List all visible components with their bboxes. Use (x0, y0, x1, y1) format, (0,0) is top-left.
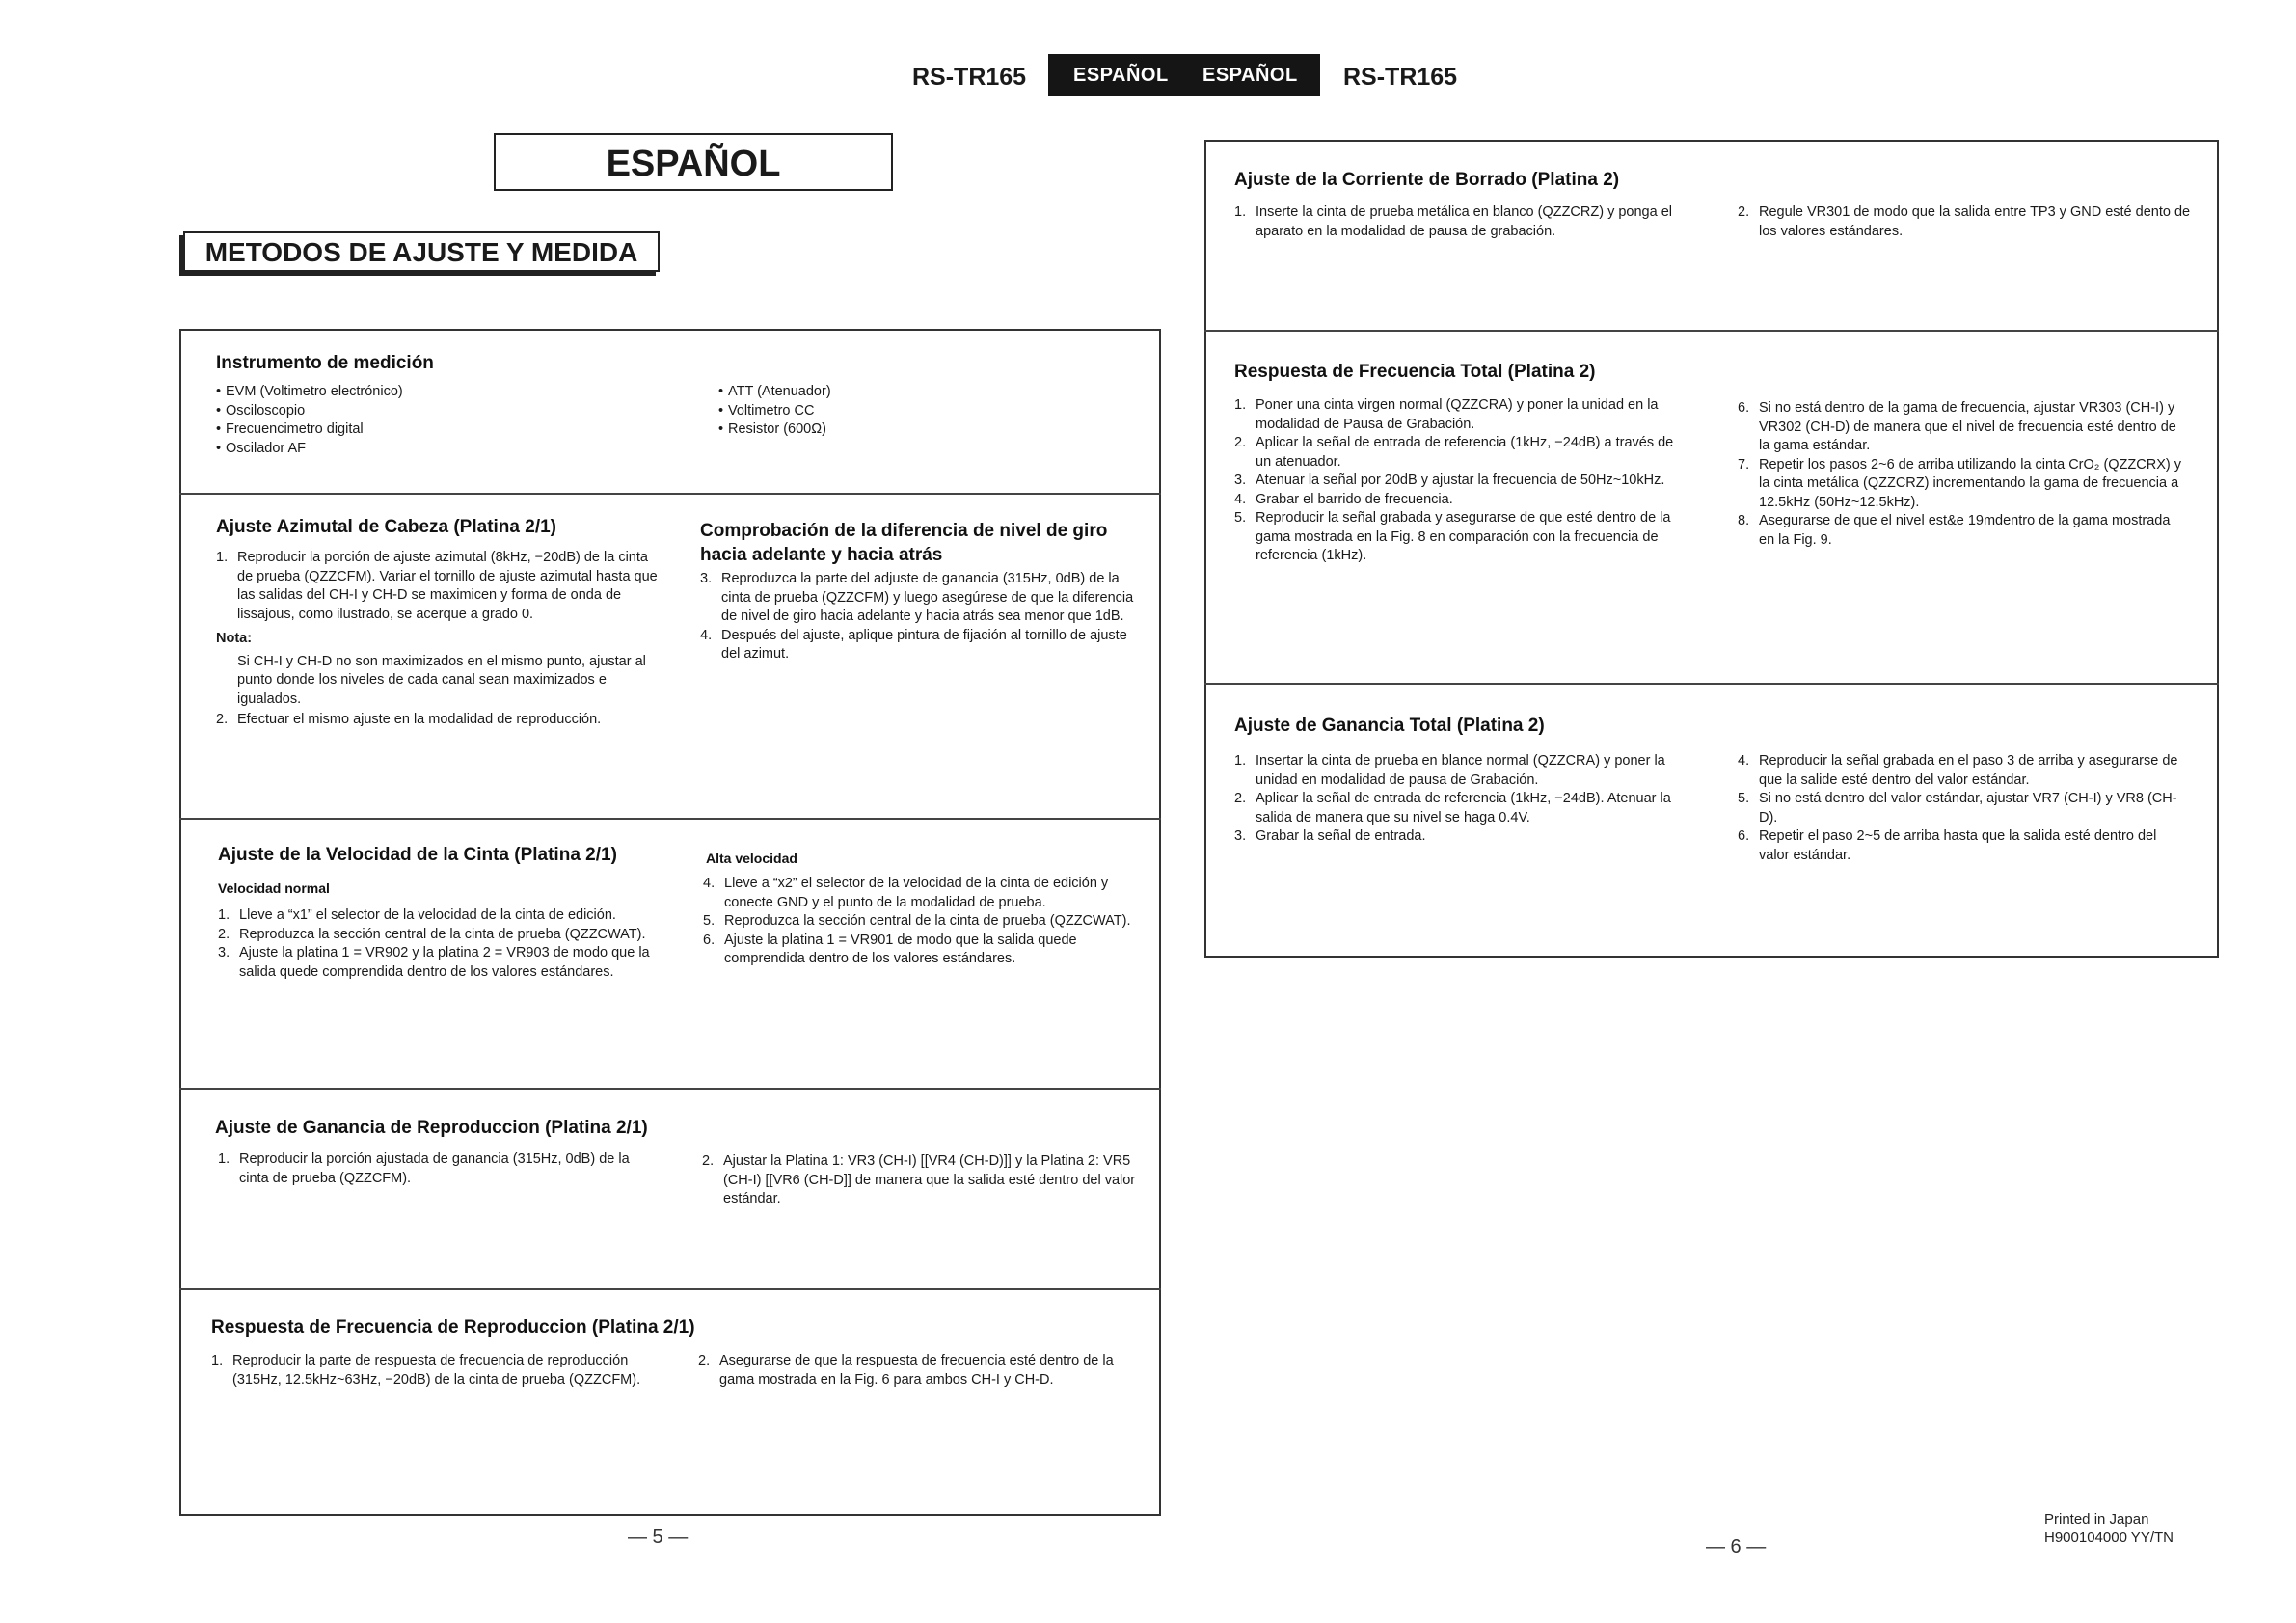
step-item (216, 549, 658, 624)
step-text: Ajuste la platina 1 = VR902 y la platina 2 = VR903 de modo que la salida quede comprendida dentro de los valores estándares. (239, 945, 650, 980)
step-text: Aplicar la señal de entrada de referencia (1kHz, −24dB). Atenuar la salida de manera que su nivel se haga 0.4V. (1256, 791, 1671, 825)
total-freq-right (1738, 399, 2183, 550)
erase-right (1738, 203, 2191, 241)
list-item: • ATT (Atenuador) (718, 383, 1123, 402)
language-tab-left: ESPAÑOL (1073, 65, 1169, 86)
step-number: 1. (211, 1353, 224, 1368)
step-item (1234, 472, 1678, 491)
step-text: Grabar la señal de entrada. (1256, 828, 1426, 844)
step-number: 4. (1234, 491, 1247, 507)
playback-gain-right (702, 1152, 1148, 1209)
total-gain-right (1738, 752, 2183, 865)
instrument-list-1 (216, 383, 679, 458)
print-footer (2044, 1510, 2174, 1547)
model-number-right: RS-TR165 (1343, 64, 1458, 91)
step-text: Asegurarse de que el nivel est&e 19mdentro de la gama mostrada en la Fig. 9. (1759, 513, 2171, 548)
model-number-left: RS-TR165 (912, 64, 1027, 91)
section-heading: METODOS DE AJUSTE Y MEDIDA (183, 231, 660, 272)
step-text: Ajustar la Platina 1: VR3 (CH-I) [[VR4 (CH-D)]] y la Platina 2: VR5 (CH-I) [[VR6 (CH-D]] de manera que la salida esté dentro del valor estándar. (723, 1153, 1136, 1206)
step-text: Reproduzca la sección central de la cinta de prueba (QZZCWAT). (724, 913, 1131, 929)
step-item (700, 570, 1146, 627)
erase-left (1234, 203, 1678, 241)
step-number: 6. (1738, 400, 1750, 416)
total-gain-title: Ajuste de Ganancia Total (Platina 2) (1234, 716, 1545, 736)
step-number: 3. (218, 945, 230, 960)
step-number: 7. (1738, 456, 1750, 473)
language-tab-bar (1048, 54, 1320, 96)
step-text: Reproducir la porción de ajuste azimutal (8kHz, −20dB) de la cinta de prueba (QZZCFM). Variar el tornillo de ajuste azimutal hasta que las salidas del CH-I y CH-D se maximicen y forma de onda de lissajous, como ilustrado, se acerque a grado 0. (237, 550, 658, 622)
page-title: ESPAÑOL (494, 133, 893, 191)
step-item (700, 627, 1146, 664)
step-number: 3. (1234, 828, 1247, 844)
step-number: 1. (216, 550, 229, 565)
step-number: 2. (218, 926, 230, 942)
playback-freq-right (698, 1352, 1144, 1390)
step-text: Poner una cinta virgen normal (QZZCRA) y poner la unidad en la modalidad de Pausa de Grabación. (1256, 397, 1659, 432)
language-tab-right: ESPAÑOL (1202, 65, 1298, 86)
step-item (218, 906, 660, 926)
nota-text: Si CH-I y CH-D no son maximizados en el mismo punto, ajustar al punto donde los niveles de cada canal sean maximizados e igualados. (237, 653, 646, 707)
step-text: Reproducir la señal grabada y asegurarse de que esté dentro de la gama mostrada en la Fig. 8 en comparación con la frecuencia de referencia (1kHz). (1256, 510, 1671, 563)
step-item (1234, 203, 1678, 241)
step-number: 2. (1738, 204, 1750, 220)
step-number: 3. (1234, 473, 1247, 488)
step-number: 4. (703, 876, 716, 891)
step-item (1738, 512, 2183, 550)
step-item (698, 1352, 1144, 1390)
step-text: Reproducir la señal grabada en el paso 3 de arriba y asegurarse de que la salide esté dentro del valor estándar. (1759, 753, 2178, 788)
divider (1204, 683, 2219, 685)
step-number: 8. (1738, 513, 1750, 528)
footer-line-1: Printed in Japan (2044, 1511, 2149, 1528)
step-item (216, 711, 658, 730)
instrument-list-2 (718, 383, 1123, 440)
step-number: 2. (698, 1353, 711, 1368)
step-number: 1. (1234, 397, 1247, 413)
step-text: Si no está dentro de la gama de frecuencia, ajustar VR303 (CH-I) y VR302 (CH-D) de manera que el nivel de frecuencia esté dentro de la gama estándar. (1759, 400, 2176, 453)
normal-speed-steps (218, 906, 660, 982)
playback-freq-left (211, 1352, 653, 1390)
list-item: • Oscilador AF (216, 440, 679, 459)
nota-label: Nota: (216, 631, 253, 646)
step-text: Reproduzca la parte del adjuste de ganancia (315Hz, 0dB) de la cinta de prueba (QZZCFM) y luego asegúrese de que la diferencia de nivel de giro hacia adelante y hacia atrás sea menor que 1dB. (721, 571, 1134, 624)
list-item: • Voltimetro CC (718, 402, 1123, 421)
step-item (1234, 509, 1678, 566)
azimuth-title: Ajuste Azimutal de Cabeza (Platina 2/1) (216, 517, 556, 537)
playback-gain-title: Ajuste de Ganancia de Reproduccion (Platina 2/1) (215, 1118, 648, 1138)
list-item: • Frecuencimetro digital (216, 420, 679, 440)
step-item (211, 1352, 653, 1390)
step-text: Lleve a “x1” el selector de la velocidad de la cinta de edición. (239, 907, 616, 923)
high-speed-steps (703, 875, 1147, 969)
step-number: 1. (1234, 204, 1247, 220)
azimuth-steps (216, 549, 658, 730)
step-item (1738, 752, 2183, 790)
step-number: 2. (702, 1153, 715, 1169)
total-freq-left (1234, 396, 1678, 566)
step-item (1738, 790, 2183, 827)
step-text: Aplicar la señal de entrada de referencia (1kHz, −24dB) a través de un atenuador. (1256, 435, 1674, 470)
step-item (1234, 434, 1678, 472)
step-item (1738, 827, 2183, 865)
divider (1204, 330, 2219, 332)
step-number: 2. (1234, 791, 1247, 806)
step-item (1738, 399, 2183, 456)
divider (179, 493, 1161, 495)
instrument-title: Instrumento de medición (216, 353, 434, 373)
step-item (218, 944, 660, 982)
step-text: Asegurarse de que la respuesta de frecuencia esté dentro de la gama mostrada en la Fig. 6 para ambos CH-I y CH-D. (719, 1353, 1114, 1388)
step-text: Atenuar la señal por 20dB y ajustar la frecuencia de 50Hz~10kHz. (1256, 473, 1665, 488)
step-number: 1. (218, 1151, 230, 1167)
divider (179, 1088, 1161, 1090)
step-item (1234, 752, 1678, 790)
step-item (1234, 491, 1678, 510)
list-item: • Resistor (600Ω) (718, 420, 1123, 440)
step-item (218, 926, 660, 945)
normal-speed-label: Velocidad normal (218, 880, 330, 896)
step-item (1234, 790, 1678, 827)
list-item: • Osciloscopio (216, 402, 679, 421)
step-item (703, 932, 1147, 969)
step-text: Repetir el paso 2~5 de arriba hasta que la salida esté dentro del valor estándar. (1759, 828, 2157, 863)
divider (179, 818, 1161, 820)
step-item (1234, 396, 1678, 434)
step-item (1738, 456, 2183, 513)
step-text: Ajuste la platina 1 = VR901 de modo que la salida quede comprendida dentro de los valores estándares. (724, 932, 1077, 966)
step-text: Reproducir la parte de respuesta de frecuencia de reproducción (315Hz, 12.5kHz~63Hz, −20dB) de la cinta de prueba (QZZCFM). (232, 1353, 641, 1388)
step-number: 4. (1738, 753, 1750, 769)
erase-title: Ajuste de la Corriente de Borrado (Platina 2) (1234, 170, 1620, 190)
step-number: 6. (1738, 828, 1750, 844)
speed-title: Ajuste de la Velocidad de la Cinta (Platina 2/1) (218, 845, 617, 865)
step-text: Lleve a “x2” el selector de la velocidad de la cinta de edición y conecte GND y el punto de la modalidad de prueba. (724, 876, 1109, 910)
total-freq-title: Respuesta de Frecuencia Total (Platina 2) (1234, 362, 1596, 382)
level-diff-title: Comprobación de la diferencia de nivel de giro hacia adelante y hacia atrás (700, 521, 1108, 565)
step-number: 5. (703, 913, 716, 929)
step-text: Después del ajuste, aplique pintura de fijación al tornillo de ajuste del azimut. (721, 627, 1127, 662)
step-text: Grabar el barrido de frecuencia. (1256, 491, 1453, 507)
footer-line-2: H900104000 YY/TN (2044, 1529, 2174, 1546)
step-number: 3. (700, 571, 713, 586)
step-text: Insertar la cinta de prueba en blance normal (QZZCRA) y poner la unidad en modalidad de pausa de Grabación. (1256, 753, 1665, 788)
total-gain-left (1234, 752, 1678, 847)
divider (179, 1288, 1161, 1290)
step-text: Si no está dentro del valor estándar, ajustar VR7 (CH-I) y VR8 (CH-D). (1759, 791, 2177, 825)
step-item (703, 912, 1147, 932)
step-number: 1. (218, 907, 230, 923)
step-number: 1. (1234, 753, 1247, 769)
step-number: 2. (216, 712, 229, 727)
step-number: 6. (703, 932, 716, 948)
playback-freq-title: Respuesta de Frecuencia de Reproduccion (Platina 2/1) (211, 1317, 695, 1338)
level-diff-steps (700, 570, 1146, 664)
step-number: 5. (1738, 791, 1750, 806)
step-text: Reproduzca la sección central de la cinta de prueba (QZZCWAT). (239, 926, 646, 942)
step-item (1234, 827, 1678, 847)
step-number: 4. (700, 627, 713, 643)
step-item (703, 875, 1147, 912)
step-text: Reproducir la porción ajustada de ganancia (315Hz, 0dB) de la cinta de prueba (QZZCFM). (239, 1151, 630, 1186)
step-text: Efectuar el mismo ajuste en la modalidad de reproducción. (237, 712, 602, 727)
step-item (1738, 203, 2191, 241)
page-number-right: — 6 — (1706, 1536, 1767, 1557)
high-speed-label: Alta velocidad (706, 851, 797, 866)
step-number: 5. (1234, 510, 1247, 526)
playback-gain-left (218, 1150, 658, 1188)
step-text: Regule VR301 de modo que la salida entre TP3 y GND esté dento de los valores estándares. (1759, 204, 2191, 239)
list-item: • EVM (Voltimetro electrónico) (216, 383, 679, 402)
step-item (218, 1150, 658, 1188)
step-text: Repetir los pasos 2~6 de arriba utilizando la cinta CrO₂ (QZZCRX) y la cinta metálica (QZZCRZ) incrementando la gama de frecuencia a 12.5kHz (50Hz~12.5kHz). (1759, 456, 2181, 510)
step-number: 2. (1234, 435, 1247, 450)
step-item (702, 1152, 1148, 1209)
step-text: Inserte la cinta de prueba metálica en blanco (QZZCRZ) y ponga el aparato en la modalidad de pausa de grabación. (1256, 204, 1672, 239)
page-number-left: — 5 — (628, 1527, 689, 1548)
